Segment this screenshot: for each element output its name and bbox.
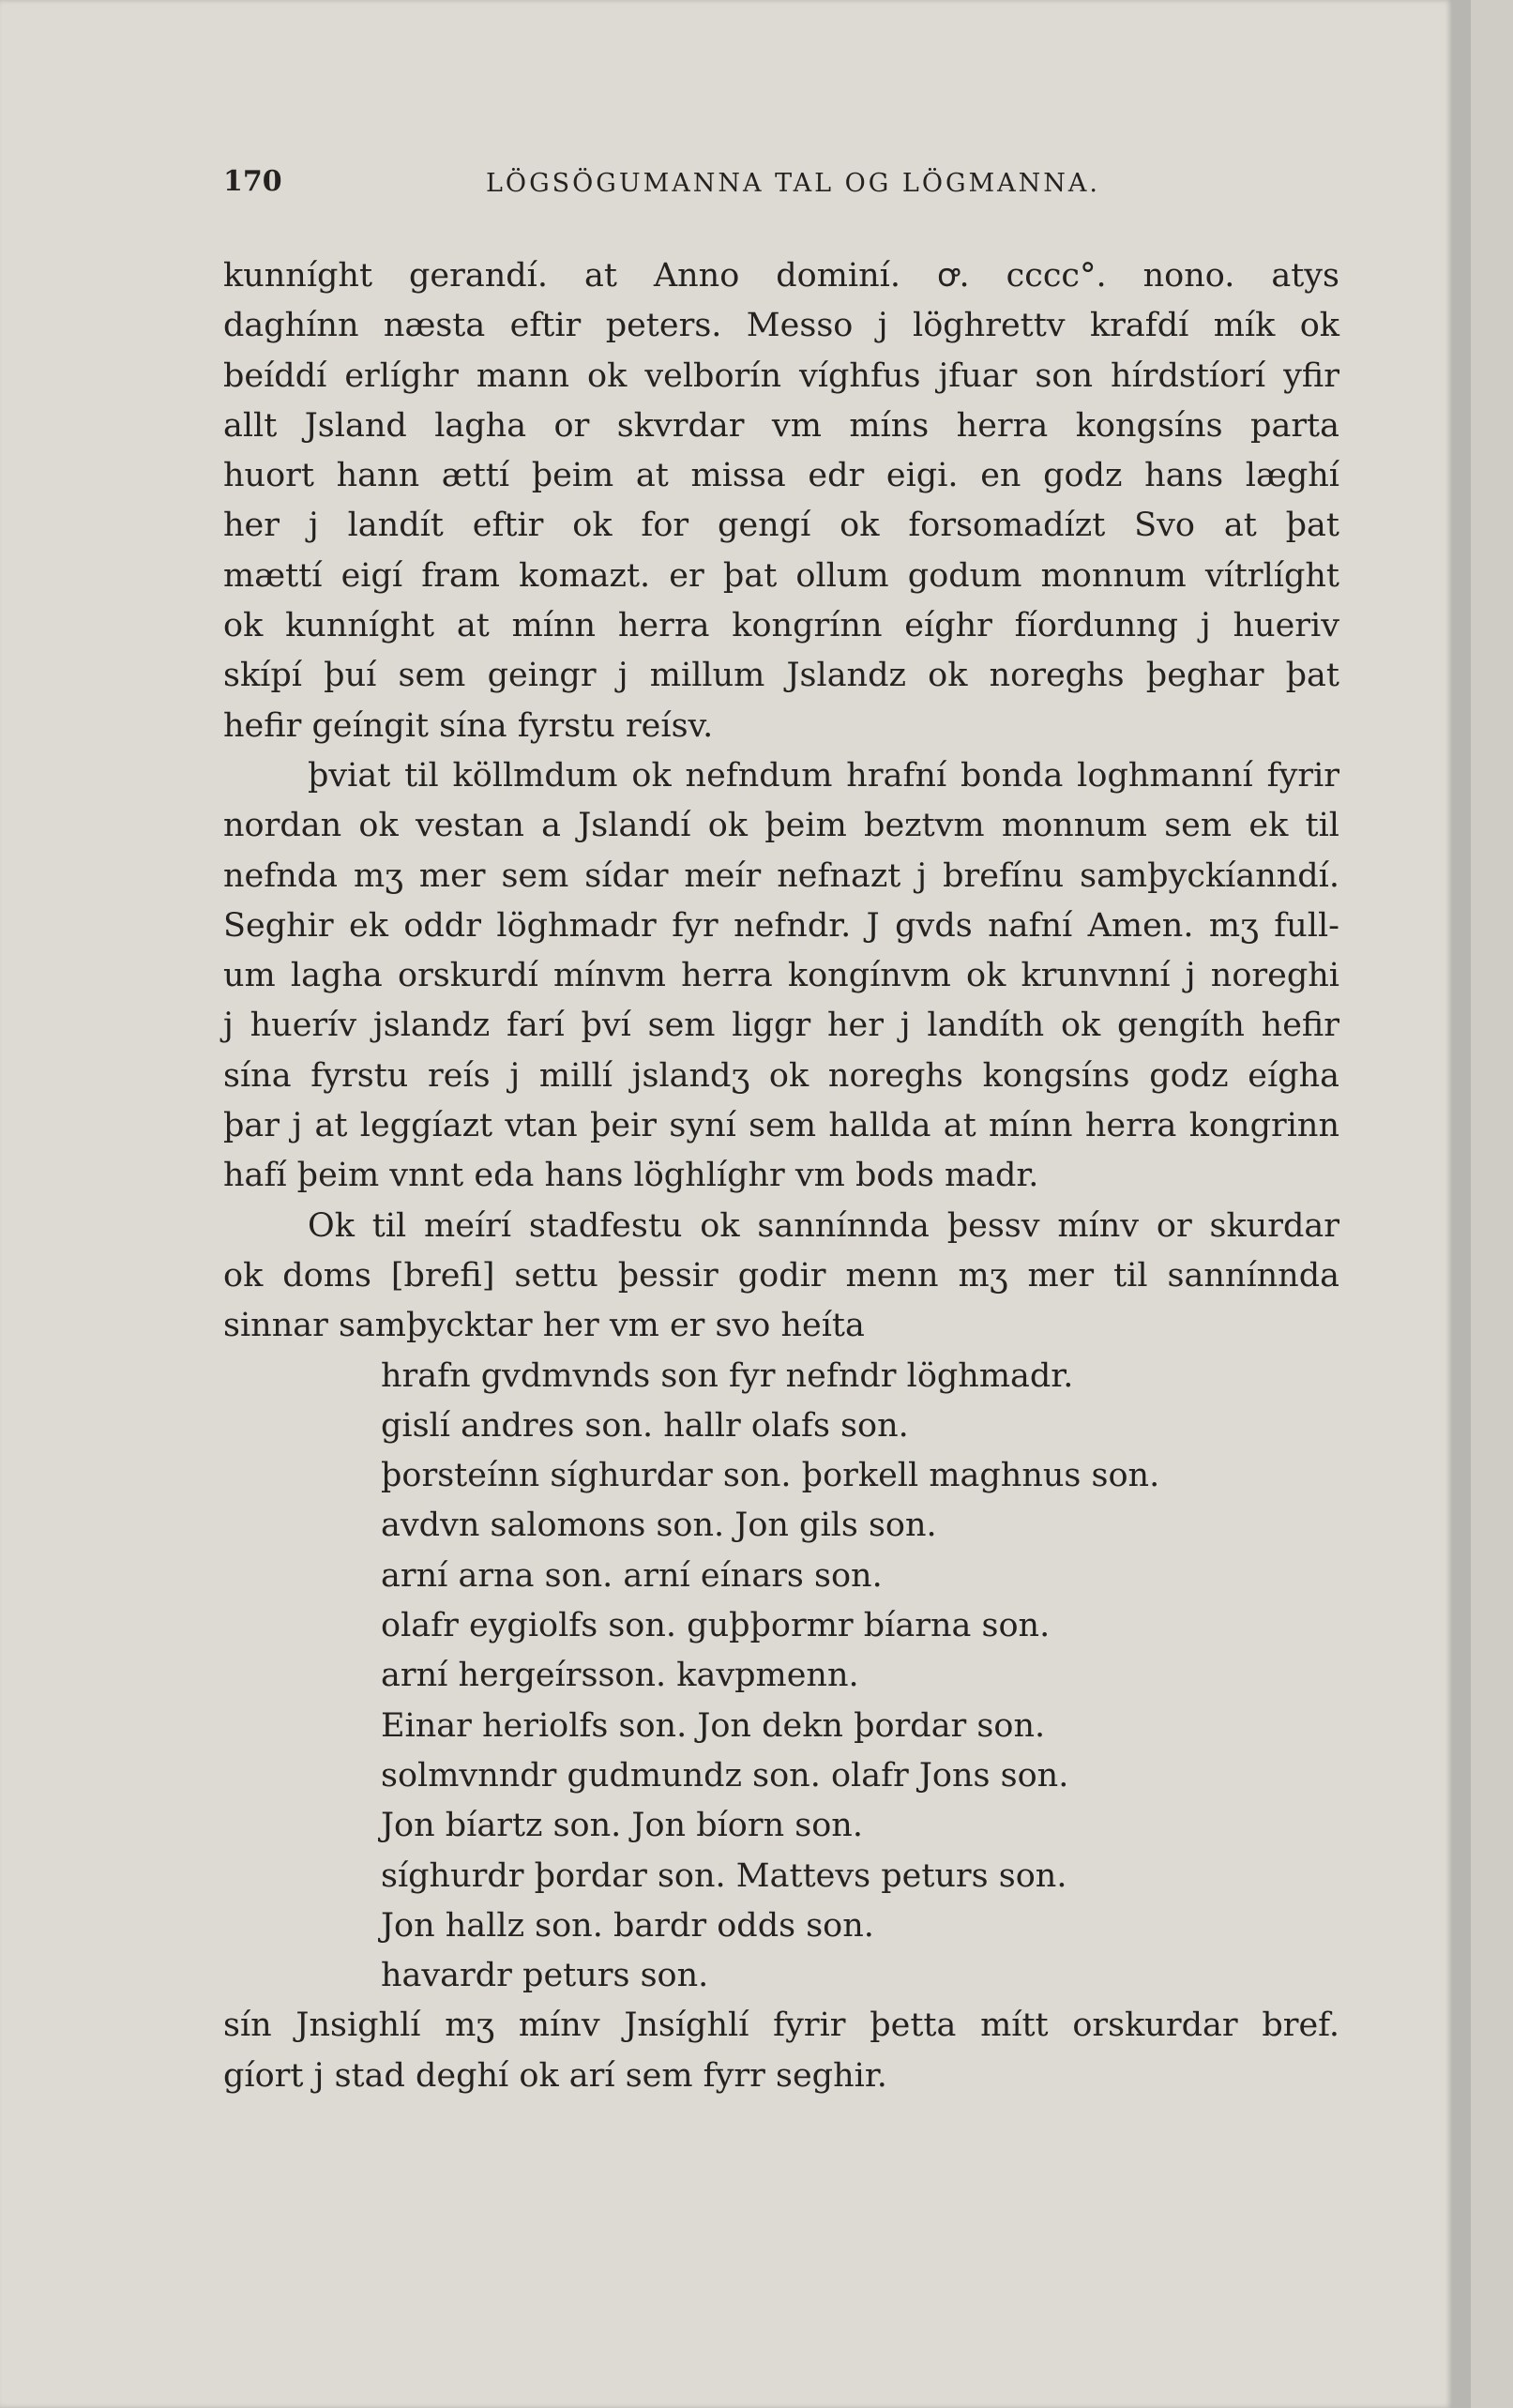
text-line: hafí þeim vnnt eda hans löghlíghr vm bods madr. [223, 1157, 1039, 1195]
witness-line: olafr eygiolfs son. guþþormr bíarna son. [381, 1607, 1051, 1645]
running-title: LÖGSÖGUMANNA TAL OG LÖGMANNA. [486, 169, 1101, 198]
paragraph-2 [223, 751, 1339, 1202]
text-line: sín Jnsighlí mʒ mínv Jnsíghlí fyrir þetta mítt orskurdar bref. [223, 2007, 1339, 2045]
text-line: huort hann ættí þeim at missa edr eigi. en godz hans læghí [223, 457, 1339, 495]
page-header [223, 165, 1349, 221]
witness-line: gislí andres son. hallr olafs son. [381, 1406, 909, 1445]
adjacent-page-edge [1471, 0, 1513, 2408]
text-line: um lagha orskurdí mínvm herra kongínvm ok krunvnní j noreghi [223, 957, 1339, 995]
text-line: sína fyrstu reís j millí jslandʒ ok noreghs kongsíns godz eígha [223, 1056, 1339, 1095]
text-line: ok doms [brefi] settu þessir godir menn mʒ mer til sannínnda [223, 1256, 1339, 1295]
text-line: sinnar samþycktar her vm er svo heíta [223, 1307, 865, 1345]
text-line: nordan ok vestan a Jslandí ok þeim beztvm monnum sem ek til [223, 807, 1339, 845]
paragraph-3 [223, 1202, 1339, 1352]
text-line: kunníght gerandí. at Anno dominí. ꝍ. cccc°. nono. atys [223, 257, 1339, 295]
document-body [223, 251, 1339, 2101]
text-line: hefir geíngit sína fyrstu reísv. [223, 706, 714, 745]
text-line: þviat til köllmdum ok nefndum hrafní bonda loghmanní fyrir [308, 756, 1339, 795]
witness-list [223, 1352, 1339, 2002]
text-line: beíddí erlíghr mann ok velborín víghfus jfuar son hírdstíorí yfir [223, 356, 1339, 395]
witness-line: avdvn salomons son. Jon gils son. [381, 1507, 937, 1545]
text-line: daghínn næsta eftir peters. Messo j löghrettv krafdí mík ok [223, 307, 1339, 345]
witness-line: arní hergeírsson. kavpmenn. [381, 1657, 859, 1695]
witness-line: arní arna son. arní eínars son. [381, 1556, 883, 1595]
text-line: þar j at leggíazt vtan þeir syní sem hallda at mínn herra kongrinn [223, 1107, 1339, 1145]
witness-line: Jon hallz son. bardr odds son. [381, 1906, 874, 1945]
text-line: skípí þuí sem geingr j millum Jslandz ok noreghs þeghar þat [223, 657, 1339, 695]
text-line: her j landít eftir ok for gengí ok forsomadízt Svo at þat [223, 507, 1339, 545]
witness-line: Jon bíartz son. Jon bíorn son. [381, 1807, 863, 1845]
witness-line: síghurdr þordar son. Mattevs peturs son. [381, 1856, 1067, 1895]
page-number: 170 [223, 165, 282, 198]
text-line: mættí eigí fram komazt. er þat ollum godum monnum vítrlíght [223, 556, 1339, 595]
closing-paragraph [223, 2001, 1339, 2101]
text-line: j huerív jslandz farí því sem liggr her j landíth ok gengíth hefir [223, 1007, 1339, 1045]
text-line: ok kunníght at mínn herra kongrínn eíghr fíordunng j hueriv [223, 607, 1339, 645]
witness-line: havardr peturs son. [381, 1957, 709, 1995]
witness-line: solmvnndr gudmundz son. olafr Jons son. [381, 1756, 1069, 1795]
witness-line: þorsteínn síghurdar son. þorkell maghnus son. [381, 1457, 1160, 1495]
text-line: gíort j stad deghí ok arí sem fyrr seghir. [223, 2056, 887, 2095]
book-gutter [1452, 0, 1471, 2408]
text-line: allt Jsland lagha or skvrdar vm míns herra kongsíns parta [223, 406, 1339, 445]
text-line: nefnda mʒ mer sem sídar meír nefnazt j brefínu samþyckíanndí. [223, 856, 1339, 895]
witness-line: Einar heriolfs son. Jon dekn þordar son. [381, 1706, 1046, 1745]
text-line: Seghir ek oddr löghmadr fyr nefndr. J gvds nafní Amen. mʒ full- [223, 906, 1339, 945]
paragraph-1 [223, 251, 1339, 751]
witness-line: hrafn gvdmvnds son fyr nefndr löghmadr. [381, 1356, 1074, 1395]
text-line: Ok til meírí stadfestu ok sannínnda þessv mínv or skurdar [308, 1206, 1339, 1245]
